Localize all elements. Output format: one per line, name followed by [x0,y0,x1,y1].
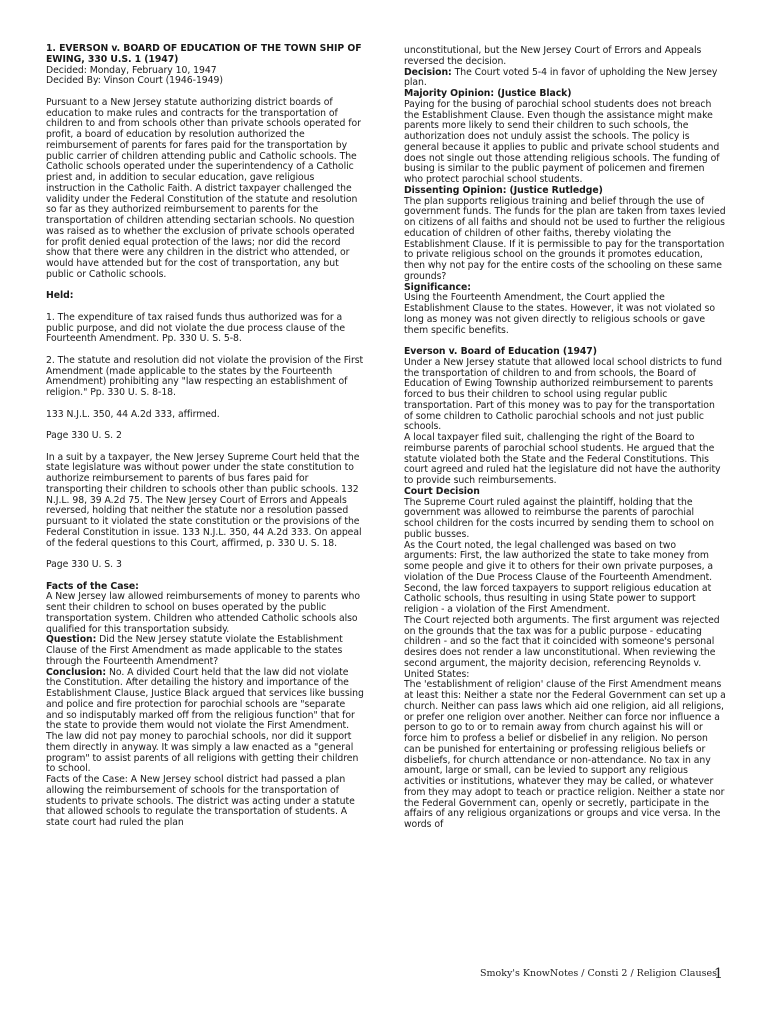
held-point-1: 1. The expenditure of tax raised funds thus authorized was for a public purpose, and did not violate the due process clause of the Fourteenth Amendment. Pp. 330 U. S. 5-8. [46,311,346,345]
dissent-paragraph: The plan supports religious training and belief through the use of government funds. The funds for the plan are taken from taxes levied on citizens of all faiths and should not be used to further the religious education of children of other faiths, thereby violating the Establishment Clause. If it is permissible to pay for the transportation to private religious school on the grounds it promotes education, then why not pay for the entire costs of the schooling on these same grounds? [404,195,726,282]
majority-heading: Majority Opinion: (Justice Black) [404,88,572,99]
decided-by: Decided By: Vinson Court (1946-1949) [46,75,223,87]
page-marker-3: Page 330 U. S. 3 [46,559,122,570]
held-heading: Held: [46,290,74,302]
decision-label: Decision: [404,66,452,78]
question-text: Did the New Jersey statute violate the Establishment Clause of the First Amendment as made applicable to the states through the Fourteenth Amendment? [46,634,343,667]
question-label: Question: [46,634,97,646]
facts-paragraph: A New Jersey law allowed reimbursements of money to parents who sent their children to school on buses operated by the public transportation system. Children who attended Catholic schools also qualified for this transportation subsidy. [46,591,361,635]
taxpayer-paragraph: A local taxpayer filed suit, challenging the right of the Board to reimburse parents of parochial school students. He argued that the statute violated both the State and the Federal Constitutions. This court agreed and ruled hat the legislature did not have the authority to provide such reimbursements. [404,432,721,486]
arguments-paragraph: As the Court noted, the legal challenged was based on two arguments: First, the law authorized the state to take money from some people and give it to others for their own private purposes, a violation of the Due Process Clause of the Fourteenth Amendment. Second, the law forced taxpayers to support religious education at Catholic schools, thus resulting in using State power to support religion - a violation of the First Amendment. [404,539,714,615]
majority-paragraph: Paying for the busing of parochial school students does not breach the Establishment Clause. Even though the assistance might make parents more likely to send their children to such schools, the authorization does not unduly assist the schools. The policy is general because it applies to public and private school students and does not single out those attending religious schools. The funding of busing is similar to the public payment of policemen and firemen who protect parochial school students. [404,98,720,185]
case-title: 1. EVERSON v. BOARD OF EDUCATION OF THE TOWN SHIP OF EWING, 330 U.S. 1 (1947) [46,43,362,65]
court-decision-heading: Court Decision [404,485,480,497]
continued-paragraph: unconstitutional, but the New Jersey Court of Errors and Appeals reversed the decision. [404,45,702,67]
decision-text: The Court voted 5-4 in favor of upholding the New Jersey plan. [404,66,718,89]
court-decision-paragraph: The Supreme Court ruled against the plaintiff, holding that the government was allowed to reimburse the parents of parochial school children for the costs incurred by sending them to school on public busses. [404,496,714,540]
citation: 133 N.J.L. 350, 44 A.2d 333, affirmed. [46,408,220,420]
dissent-heading: Dissenting Opinion: (Justice Rutledge) [404,184,603,196]
suit-paragraph: In a suit by a taxpayer, the New Jersey Supreme Court held that the state legislature was without power under the state constitution to authorize reimbursement to parents of bus fares paid for transporting their children to schools other than public schools. 132 N.J.L. 98, 39 A.2d 75. The New Jersey Court of Errors and Appeals reversed, holding that neither the statute nor a resolution passed pursuant to it violated the state constitution or the provisions of the Federal Constitution in issue. 133 N.J.L. 350, 44 A.2d 333. On appeal of the federal questions to this Court, affirmed, p. 330 U. S. 18. [46,451,362,549]
section-heading: Everson v. Board of Education (1947) [404,346,597,357]
conclusion-label: Conclusion: [46,666,107,678]
left-column [46,44,364,829]
decision-paragraph [404,68,726,90]
significance-heading: Significance: [404,281,471,293]
conclusion-paragraph [46,668,364,776]
page-number: 1 [714,966,723,982]
decided-date: Decided: Monday, February 10, 1947 [46,64,217,76]
conclusion-text: No. A divided Court held that the law did not violate the Constitution. After detailing the history and importance of the Establishment Clause, Justice Black argued that services like bussing and police and fire protection for parochial schools are "separate and so indisputably marked off from the religious function" that for the state to provide them would not violate the First Amendment. The law did not pay money to parochial schools, nor did it support them directly in anyway. It was simply a law enacted as a "general program" to assist parents of all religions with getting their children to school. [46,666,364,775]
summary-paragraph: Under a New Jersey statute that allowed local school districts to fund the transportation of children to and from schools, the Board of Education of Ewing Township authorized reimbursement to parents forced to bus their children to school using regular public transportation. Part of this money was to pay for the transportation of some children to Catholic parochial schools and not just public schools. [404,356,722,433]
facts2-paragraph: Facts of the Case: A New Jersey school district had passed a plan allowing the reimbursement of schools for the transportation of students to private schools. The district was acting under a statute that allowed schools to regulate the transportation of students. A state court had ruled the plan [46,774,355,828]
page-marker-2: Page 330 U. S. 2 [46,430,122,441]
rejected-paragraph: The Court rejected both arguments. The first argument was rejected on the grounds that the tax was for a public purpose - educating children - and so the fact that it coincided with someone's personal desires does not render a law unconstitutional. When reviewing the second argument, the majority decision, referencing Reynolds v. United States: [404,614,720,680]
held-point-2: 2. The statute and resolution did not violate the provision of the First Amendment (made applicable to the states by the Fourteenth Amendment) prohibiting any "law respecting an establishment of religion." Pp. 330 U. S. 8-18. [46,354,364,398]
quote-paragraph: The 'establishment of religion' clause of the First Amendment means at least this: Neither a state nor the Federal Government can set up a church. Neither can pass laws which aid one religion, aid all religions, or prefer one religion over another. Neither can force nor influence a person to go to or to remain away from church against his will or force him to profess a belief or disbelief in any religion. No person can be punished for entertaining or professing religious beliefs or disbeliefs, for church attendance or non-attendance. No tax in any amount, large or small, can be levied to support any religious activities or institutions, whatever they may be called, or whatever from they may adopt to teach or practice religion. Neither a state nor the Federal Government can, openly or secretly, participate in the affairs of any religious organizations or groups and vice versa. In the words of [404,679,726,830]
significance-paragraph: Using the Fourteenth Amendment, the Court applied the Establishment Clause to the states. However, it was not violated so long as money was not given directly to religious schools or gave them specific benefits. [404,292,715,336]
right-column [404,46,726,831]
facts-heading: Facts of the Case: [46,580,139,592]
question-paragraph [46,635,364,667]
footer-text: Smoky's KnowNotes / Consti 2 / Religion Clauses [480,968,717,979]
intro-paragraph: Pursuant to a New Jersey statute authorizing district boards of education to make rules and contracts for the transportation of children to and from schools other than private schools operated for profit, a board of education by resolution authorized the reimbursement of parents for fares paid for the transportation by public carrier of children attending public and Catholic schools. The Catholic schools operated under the superintendency of a Catholic priest and, in addition to secular education, gave religious instruction in the Catholic Faith. A district taxpayer challenged the validity under the Federal Constitution of the statute and resolution so far as they authorized reimbursement to parents for the transportation of children attending sectarian schools. No question was raised as to whether the exclusion of private schools operated for profit denied equal protection of the laws; nor did the record show that there were any children in the district who attended, or would have attended but for the cost of transportation, any but public or Catholic schools. [46,96,361,280]
